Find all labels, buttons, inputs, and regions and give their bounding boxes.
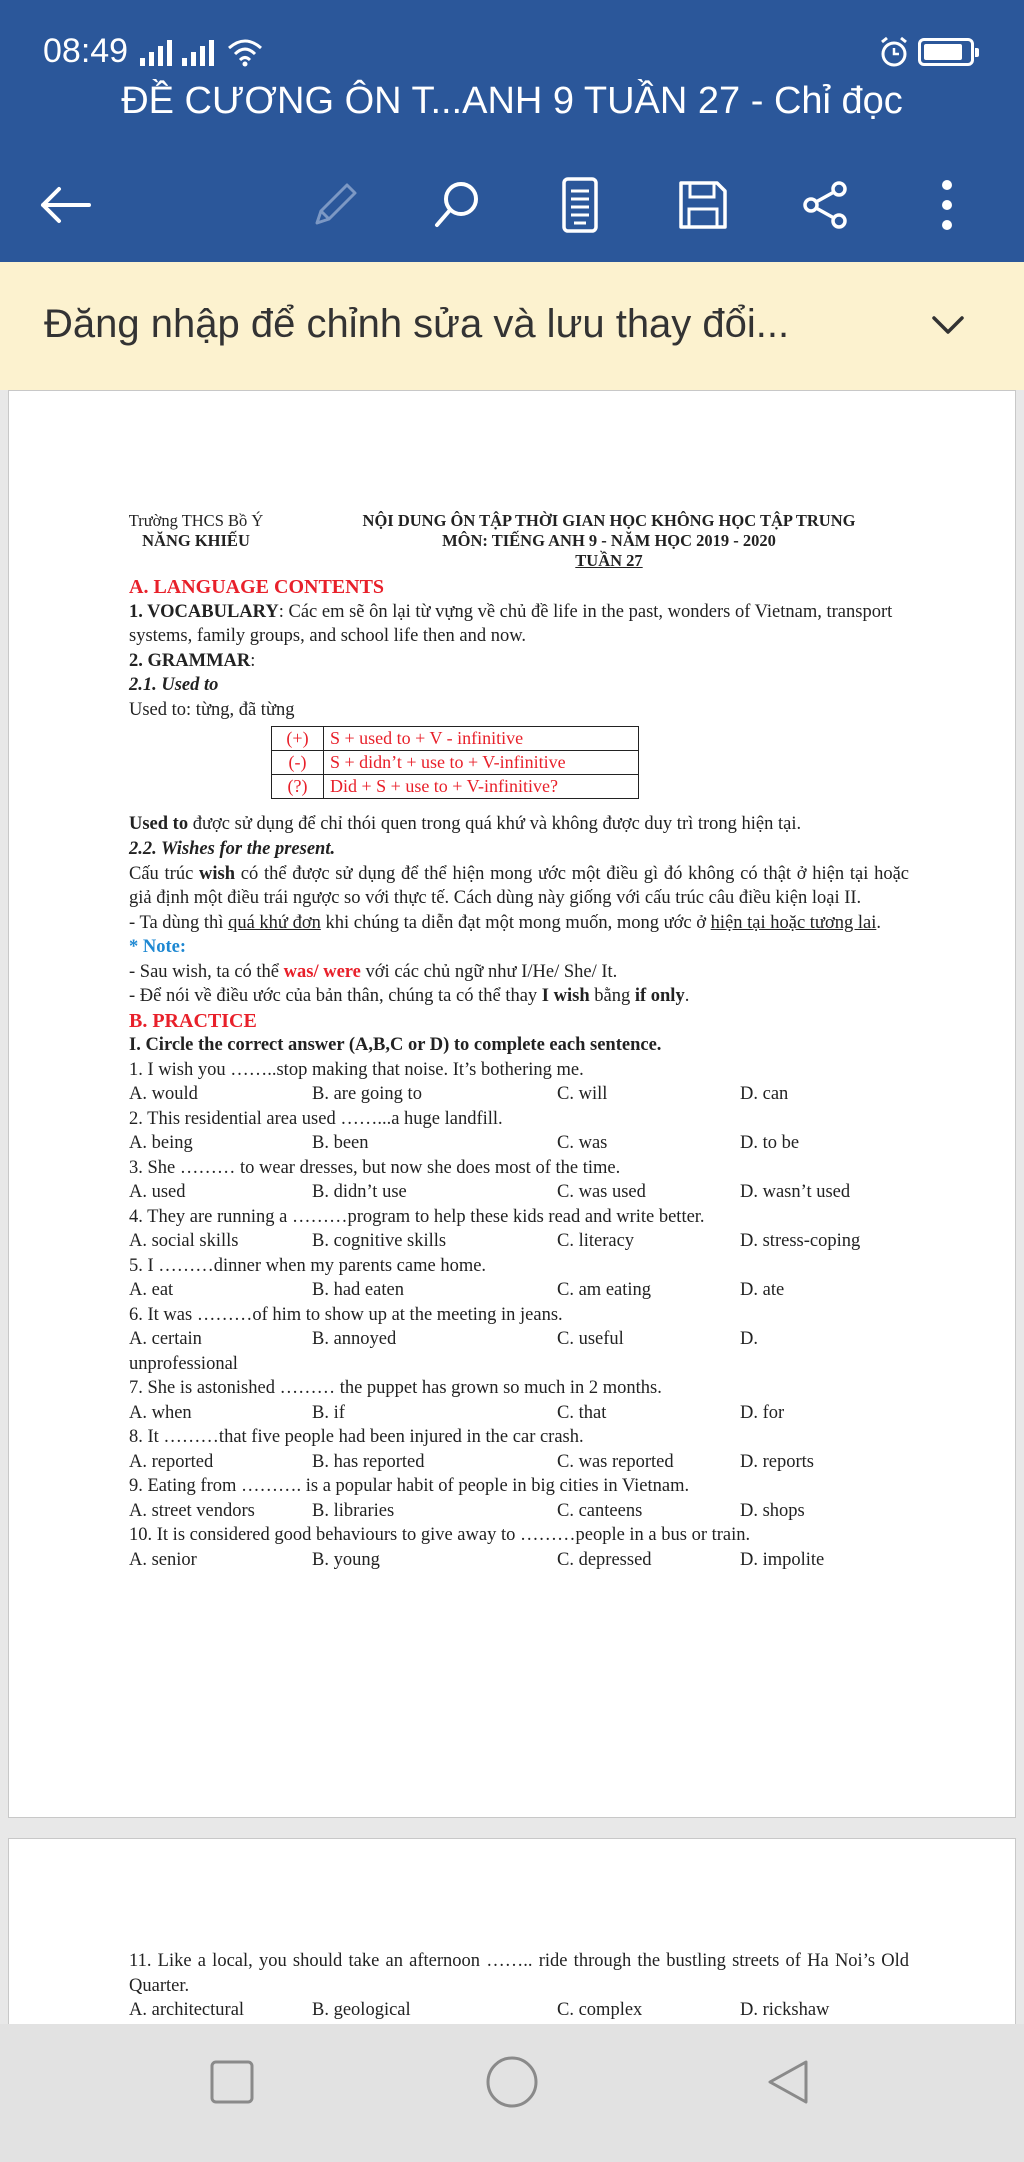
used-to-desc-text: được sử dụng để chỉ thói quen trong quá khứ và không được duy trì trong hiện tại. (188, 814, 802, 834)
answer-options (129, 1401, 909, 1426)
option-b: B. cognitive skills (312, 1231, 447, 1251)
option-c: C. depressed (557, 1549, 652, 1570)
formula-text: Did + S + use to + V-infinitive? (324, 775, 639, 799)
sign-in-banner[interactable] (0, 262, 1024, 390)
signal-icon (182, 40, 214, 66)
school-line-2: NĂNG KHIẾU (142, 531, 250, 550)
wifi-icon (225, 36, 265, 68)
note-line-2 (129, 984, 909, 1009)
back-button[interactable] (30, 170, 100, 240)
wish-p1-a: Cấu trúc (129, 863, 200, 884)
school-line-1: Trường THCS Bồ Ý (128, 511, 264, 530)
app-bar (0, 0, 1024, 262)
answer-options (129, 1548, 909, 1573)
wish-p2-underline-2: hiện tại hoặc tương lai (710, 912, 877, 933)
section-a-heading: A. LANGUAGE CONTENTS (129, 576, 385, 598)
wish-heading: 2.2. Wishes for the present. (129, 839, 336, 859)
option-b: B. didn’t use (312, 1182, 407, 1202)
note2-a: - Để nói về điều ước của bản thân, chúng ta có thể thay (129, 986, 542, 1006)
option-a: A. would (129, 1084, 198, 1104)
question-text: 10. It is considered good behaviours to give away to ………people in a bus or train. (129, 1525, 751, 1545)
option-b: B. if (312, 1402, 345, 1423)
used-to-meaning: Used to: từng, đã từng (129, 699, 295, 720)
wish-paragraph-1 (129, 862, 909, 911)
note2-bold-2: if only (634, 986, 685, 1006)
formula-symbol: (-) (272, 751, 324, 775)
option-b: B. had eaten (312, 1280, 404, 1300)
option-d: D. to be (740, 1133, 800, 1153)
question-text: 11. Like a local, you should take an afternoon …….. ride through the bustling streets of Ha Noi’s Old Quarter. (129, 1951, 909, 1996)
note2-bold-1: I wish (541, 986, 590, 1006)
task-instruction: I. Circle the correct answer (A,B,C or D) to complete each sentence. (129, 1035, 662, 1055)
document-header (129, 511, 909, 575)
option-c: C. was (557, 1133, 608, 1153)
heading-week: TUẦN 27 (575, 551, 643, 570)
question-text: 5. I ………dinner when my parents came home. (129, 1255, 487, 1276)
option-c: C. literacy (557, 1231, 635, 1251)
option-b: B. annoyed (312, 1329, 397, 1349)
save-button[interactable] (668, 170, 738, 240)
note-label: * Note: (129, 937, 187, 957)
option-d: D. wasn’t used (740, 1182, 851, 1202)
question-text: 9. Eating from ………. is a popular habit of people in big cities in Vietnam. (129, 1476, 690, 1496)
vocabulary-paragraph (129, 600, 909, 649)
option-a: A. street vendors (129, 1500, 255, 1521)
share-icon (797, 177, 853, 233)
toolbar (0, 160, 1024, 240)
option-d: D. reports (740, 1451, 814, 1472)
more-options-button[interactable] (912, 170, 982, 240)
heading-subject: MÔN: TIẾNG ANH 9 - NĂM HỌC 2019 - 2020 (442, 531, 776, 550)
battery-icon (918, 38, 974, 66)
grammar-label: 2. GRAMMAR (129, 650, 251, 671)
reading-view-button[interactable] (545, 170, 615, 240)
option-d: D. impolite (740, 1549, 825, 1570)
answer-options (129, 1229, 909, 1254)
wish-p2-c: . (876, 912, 881, 933)
document-title: ĐỀ CƯƠNG ÔN T...ANH 9 TUẦN 27 - Chỉ đọc (121, 80, 903, 122)
formula-row (272, 751, 639, 775)
answer-options (129, 1998, 909, 2023)
option-d: D. shops (740, 1500, 805, 1521)
answer-options (129, 1180, 909, 1205)
option-b: B. libraries (312, 1500, 395, 1521)
question-text: 7. She is astonished ……… the puppet has grown so much in 2 months. (129, 1378, 662, 1398)
more-vertical-icon (937, 177, 957, 233)
option-a: A. reported (129, 1451, 214, 1472)
pencil-icon (307, 177, 363, 233)
page-content (129, 1949, 909, 2023)
question-text: 3. She ……… to wear dresses, but now she does most of the time. (129, 1157, 621, 1178)
option-b: B. are going to (312, 1084, 422, 1104)
document-page-1 (8, 390, 1016, 1818)
vocabulary-text: : Các em sẽ ôn lại từ vựng về chủ đề life in the past, wonders of Vietnam, transport systems, family groups, and school life then and now. (129, 601, 893, 646)
question-text: 1. I wish you ……..stop making that noise. It’s bothering me. (129, 1059, 584, 1080)
option-a: A. social skills (129, 1231, 239, 1251)
chevron-down-icon[interactable] (928, 308, 968, 344)
wish-paragraph-2 (129, 911, 909, 936)
formula-text: S + didn’t + use to + V-infinitive (324, 751, 639, 775)
used-to-bold: Used to (129, 814, 189, 834)
heading-title: NỘI DUNG ÔN TẬP THỜI GIAN HỌC KHÔNG HỌC TẬP TRUNG (362, 511, 856, 530)
wish-p2-a: - Ta dùng thì (129, 912, 229, 933)
back-arrow-icon (37, 185, 93, 225)
answer-options (129, 1131, 909, 1156)
wish-p2-b: khi chúng ta diễn đạt một mong muốn, mong ước ở (320, 912, 711, 933)
formula-symbol: (?) (272, 775, 324, 799)
option-c: C. that (557, 1402, 607, 1423)
document-heading (319, 511, 899, 571)
option-d: D. ate (740, 1280, 785, 1300)
answer-options (129, 1327, 909, 1352)
option-c: C. was reported (557, 1451, 674, 1472)
formula-row (272, 775, 639, 799)
back-nav-button[interactable] (764, 2058, 812, 2106)
option-d: D. can (740, 1084, 789, 1104)
page-content (129, 511, 909, 1572)
reading-view-icon (558, 175, 602, 235)
formula-row (272, 727, 639, 751)
option-d: D. rickshaw (740, 2000, 830, 2020)
document-viewer[interactable] (0, 390, 1024, 2024)
formula-text: S + used to + V - infinitive (324, 727, 639, 751)
question-text: 2. This residential area used ……...a huge landfill. (129, 1108, 503, 1129)
search-icon (429, 177, 485, 233)
option-c: C. will (557, 1084, 608, 1104)
option-b: B. geological (312, 2000, 411, 2020)
option-a: A. when (129, 1402, 192, 1423)
search-button[interactable] (422, 170, 492, 240)
status-time: 08:49 (43, 32, 129, 70)
wish-p1-bold: wish (199, 863, 236, 884)
answer-options (129, 1278, 909, 1303)
option-c: C. canteens (557, 1500, 643, 1521)
recent-apps-button[interactable] (208, 2058, 256, 2106)
share-button[interactable] (790, 170, 860, 240)
alarm-icon (878, 36, 910, 68)
option-a: A. eat (129, 1280, 174, 1300)
section-b-heading: B. PRACTICE (129, 1009, 257, 1032)
formula-symbol: (+) (272, 727, 324, 751)
note1-red: was/ were (283, 961, 361, 982)
used-to-heading: 2.1. Used to (129, 675, 219, 695)
used-to-description (129, 807, 909, 841)
option-a: A. senior (129, 1549, 197, 1570)
option-wrap-text: unprofessional (129, 1353, 238, 1374)
save-icon (675, 177, 731, 233)
sign-in-banner-text: Đăng nhập để chỉnh sửa và lưu thay đổi... (44, 302, 790, 346)
option-a: A. used (129, 1182, 186, 1202)
note-line-1 (129, 960, 909, 985)
used-to-formula-table (271, 726, 639, 799)
option-d: D. for (740, 1402, 785, 1423)
question-text: 4. They are running a ………program to help these kids read and write better. (129, 1206, 705, 1227)
option-b: B. young (312, 1549, 380, 1570)
wish-p1-b: có thể được sử dụng để thể hiện mong ước một điều gì đó không có thật ở hiện tại hoặc giả định một điều trái ngược so với thực tế. Cách dùng này giống với cấu trúc câu điều kiện loại II. (129, 863, 910, 908)
system-navigation-bar (0, 2024, 1024, 2162)
note1-a: - Sau wish, ta có thể (129, 961, 284, 982)
option-a: A. architectural (129, 2000, 245, 2020)
edit-button[interactable] (300, 170, 370, 240)
option-d: D. stress-coping (740, 1231, 861, 1251)
grammar-colon: : (250, 650, 256, 671)
option-b: B. been (312, 1133, 369, 1153)
option-c: C. complex (557, 2000, 643, 2020)
question-list (129, 1058, 909, 1573)
note1-b: với các chủ ngữ như I/He/ She/ It. (360, 961, 618, 982)
option-a: A. being (129, 1133, 193, 1153)
wish-p2-underline-1: quá khứ đơn (228, 912, 321, 933)
signal-icon (140, 40, 172, 66)
question-text: 8. It ………that five people had been injured in the car crash. (129, 1427, 584, 1447)
vocabulary-label: 1. VOCABULARY (129, 601, 279, 622)
option-c: C. am eating (557, 1280, 652, 1300)
answer-options (129, 1499, 909, 1524)
note2-end: . (684, 986, 690, 1006)
grammar-heading (129, 649, 909, 674)
home-button[interactable] (484, 2054, 540, 2110)
option-d: D. (740, 1329, 758, 1349)
option-c: C. useful (557, 1329, 624, 1349)
note2-mid: bằng (589, 986, 635, 1006)
document-page-2 (8, 1838, 1016, 2024)
option-b: B. has reported (312, 1451, 425, 1472)
option-c: C. was used (557, 1182, 646, 1202)
answer-options (129, 1450, 909, 1475)
question-text: 6. It was ………of him to show up at the meeting in jeans. (129, 1304, 563, 1325)
answer-options (129, 1082, 909, 1107)
option-a: A. certain (129, 1329, 202, 1349)
school-name (121, 511, 271, 551)
